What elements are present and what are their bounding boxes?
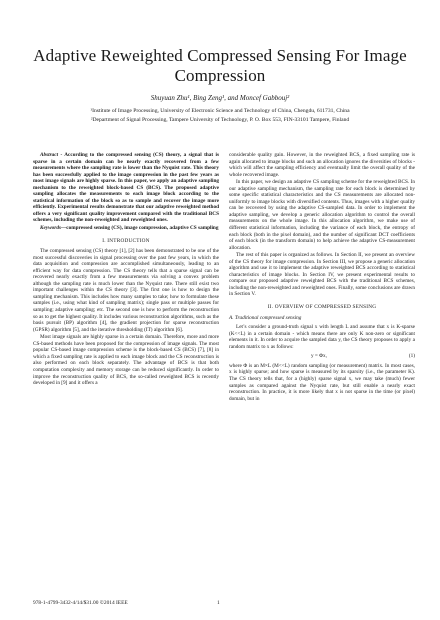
- keywords: [33, 225, 219, 232]
- abstract-text: - According to the compressed sensing (CS) theory, a signal that is sparse in a certain domain can be nearly exactly recovered from a few measurements where the sampling rate is lower than the Nyquist rate. This theory has been successfully applied to the image compression in the past few years as most image signals are highly sparse. In this paper, we apply an adaptive sampling mechanism to the reweighted block-based CS (BCS). The proposed adaptive sampling allocates the measurements to each image block according to the statistical information of the block so as to sample and recover the image more efficiently. Experimental results demonstrate that our adaptive reweighted method offers a very significant quality improvement compared with the traditional BCS schemes, including the non-reweighted and reweighted ones.: [33, 152, 219, 224]
- section-heading-introduction: I. INTRODUCTION: [102, 237, 150, 244]
- keywords-label: Keywords: [40, 225, 61, 232]
- affiliation-1: ¹Institute of Image Processing, University of Electronic Science and Technology of China, Chengdu, 611731, China: [90, 108, 350, 114]
- abstract: [33, 152, 219, 224]
- intro-paragraph-3: considerable quality gain. However, in the reweighted BCS, a fixed sampling rate is again allocated to image blocks and such an allocation ignores the diversities of blocks - which will affect the sampling efficiency and eventually limit the overall quality of the whole recovered image.: [229, 152, 415, 178]
- keywords-text: —compressed sensing (CS), image compression, adaptive CS sampling: [61, 225, 219, 232]
- overview-paragraph-1: Let’s consider a ground-truth signal x with length L and assume that x is K-sparse (K<<L) in a certain domain - which means there are only K non-zero or significant elements in it. In order to acquire the sampled data y, the CS theory proposes to apply a random matrix to x as follows:: [229, 324, 415, 350]
- affiliations: [30, 107, 410, 125]
- equation-expression: y = Φx,: [310, 353, 327, 360]
- intro-paragraph-4: In this paper, we design an adaptive CS sampling scheme for the reweighted BCS. In our adaptive sampling mechanism, the sampling rate for each block is determined by some specific statistical characteristics and the CS measurements are allocated non-uniformly to image blocks with diversified contents. Thus, images with a higher quality can be recovered by using the adaptive CS-sampled data. In order to implement the adaptive sampling, we develop a generic allocation algorithm to control the overall measurements on the whole image. In this allocation algorithm, we make use of different statistical information, including the variance of each block, the entropy of each block (both in the pixel domain), and the number of significant DCT coefficients of each block (in the transform domain) to help achieve the adaptive CS-measurement allocation.: [229, 179, 415, 251]
- affiliation-2: ²Department of Signal Processing, Tampere University of Technology, P. O. Box 553, FIN-33101 Tampere, Finland: [90, 117, 350, 123]
- abstract-label: Abstract: [40, 152, 59, 158]
- paper-title: Adaptive Reweighted Compressed Sensing For Image Compression: [33, 46, 407, 85]
- subsection-heading-traditional-cs: A. Traditional compressed sensing: [229, 314, 302, 321]
- equation-number: (1): [408, 353, 415, 360]
- intro-paragraph-5: The rest of this paper is organized as follows. In Section II, we present an overview of the CS theory for image compression. In Section III, we propose a generic allocation algorithm and use it to implement the adaptive reweighted BCS according to statistical characteristics of image blocks. In Section IV, we present experimental results to compare our proposed adaptive reweighted BCS with the traditional BCS schemes, including the non-reweighted and reweighted ones. Finally, some conclusions are drawn in Section V.: [229, 252, 415, 298]
- equation-1: [229, 353, 415, 360]
- overview-paragraph-2: where Φ is an M×L (M<<L) random sampling (or measurement) matrix. In most cases, x is highly sparse; and how sparse is measured by its sparsity (i.e., the parameter K). The CS theory tells that, for a (highly) sparse signal x, we may take (much) fewer samples as compared against the Nyquist rate, but still enable a nearly exact reconstruction. In practice, it is more likely that x is not sparse in the time (or pixel) domain, but in: [229, 362, 415, 402]
- intro-paragraph-2: Most image signals are highly sparse in a certain domain. Therefore, more and more CS-based methods have been proposed for the compression of image signals. The most popular CS-based image compression scheme is the block-based CS (BCS) [7], [8] in which a fixed sampling rate is applied to each image block and the CS reconstruction is also performed on each block separately. The advantage of BCS is that both computation complexity and memory storage can be reduced significantly. In order to improve the reconstruction quality of BCS, the so-called reweighted BCS is recently developed in [9] and it offers a: [33, 334, 219, 387]
- right-column: [229, 152, 415, 403]
- author-list: Shuyuan Zhu¹, Bing Zeng¹, and Moncef Gabbouj²: [150, 94, 290, 102]
- left-column: [33, 152, 219, 388]
- copyright-footer: 978-1-4799-3432-4/14/$31.00 ©2014 IEEE: [33, 600, 128, 606]
- page-number: 1: [217, 600, 220, 606]
- intro-paragraph-1: The compressed sensing (CS) theory [1], [2] has been demonstrated to be one of the most successful discoveries in signal processing over the past few years, in which the data acquisition and compression are accomplished simultaneously, leading to an efficient way for data compression. The CS theory tells that a sparse signal can be recovered nearly exactly from a few measurements via solving a convex problem although the sampling rate is much lower than the Nyquist rate. There still exist two important challenges within the CS theory [3]. The first one is how to design the sampling mechanism. This includes how many samples to take; how to formulate these samples (i.e., using what kind of sampling matrix); single pass or multiple passes for sampling; adaptive sampling; etc. The second one is how to perform the reconstruction so as to get the highest quality. It includes various reconstruction algorithms, such as the basis pursuit (BP) algorithm [4], the gradient projection for sparse reconstruction (GPSR) algorithm [5], and the iterative thresholding (IT) algorithm [6].: [33, 248, 219, 333]
- section-heading-overview: II. OVERVIEW OF COMPRESSED SENSING: [267, 304, 377, 311]
